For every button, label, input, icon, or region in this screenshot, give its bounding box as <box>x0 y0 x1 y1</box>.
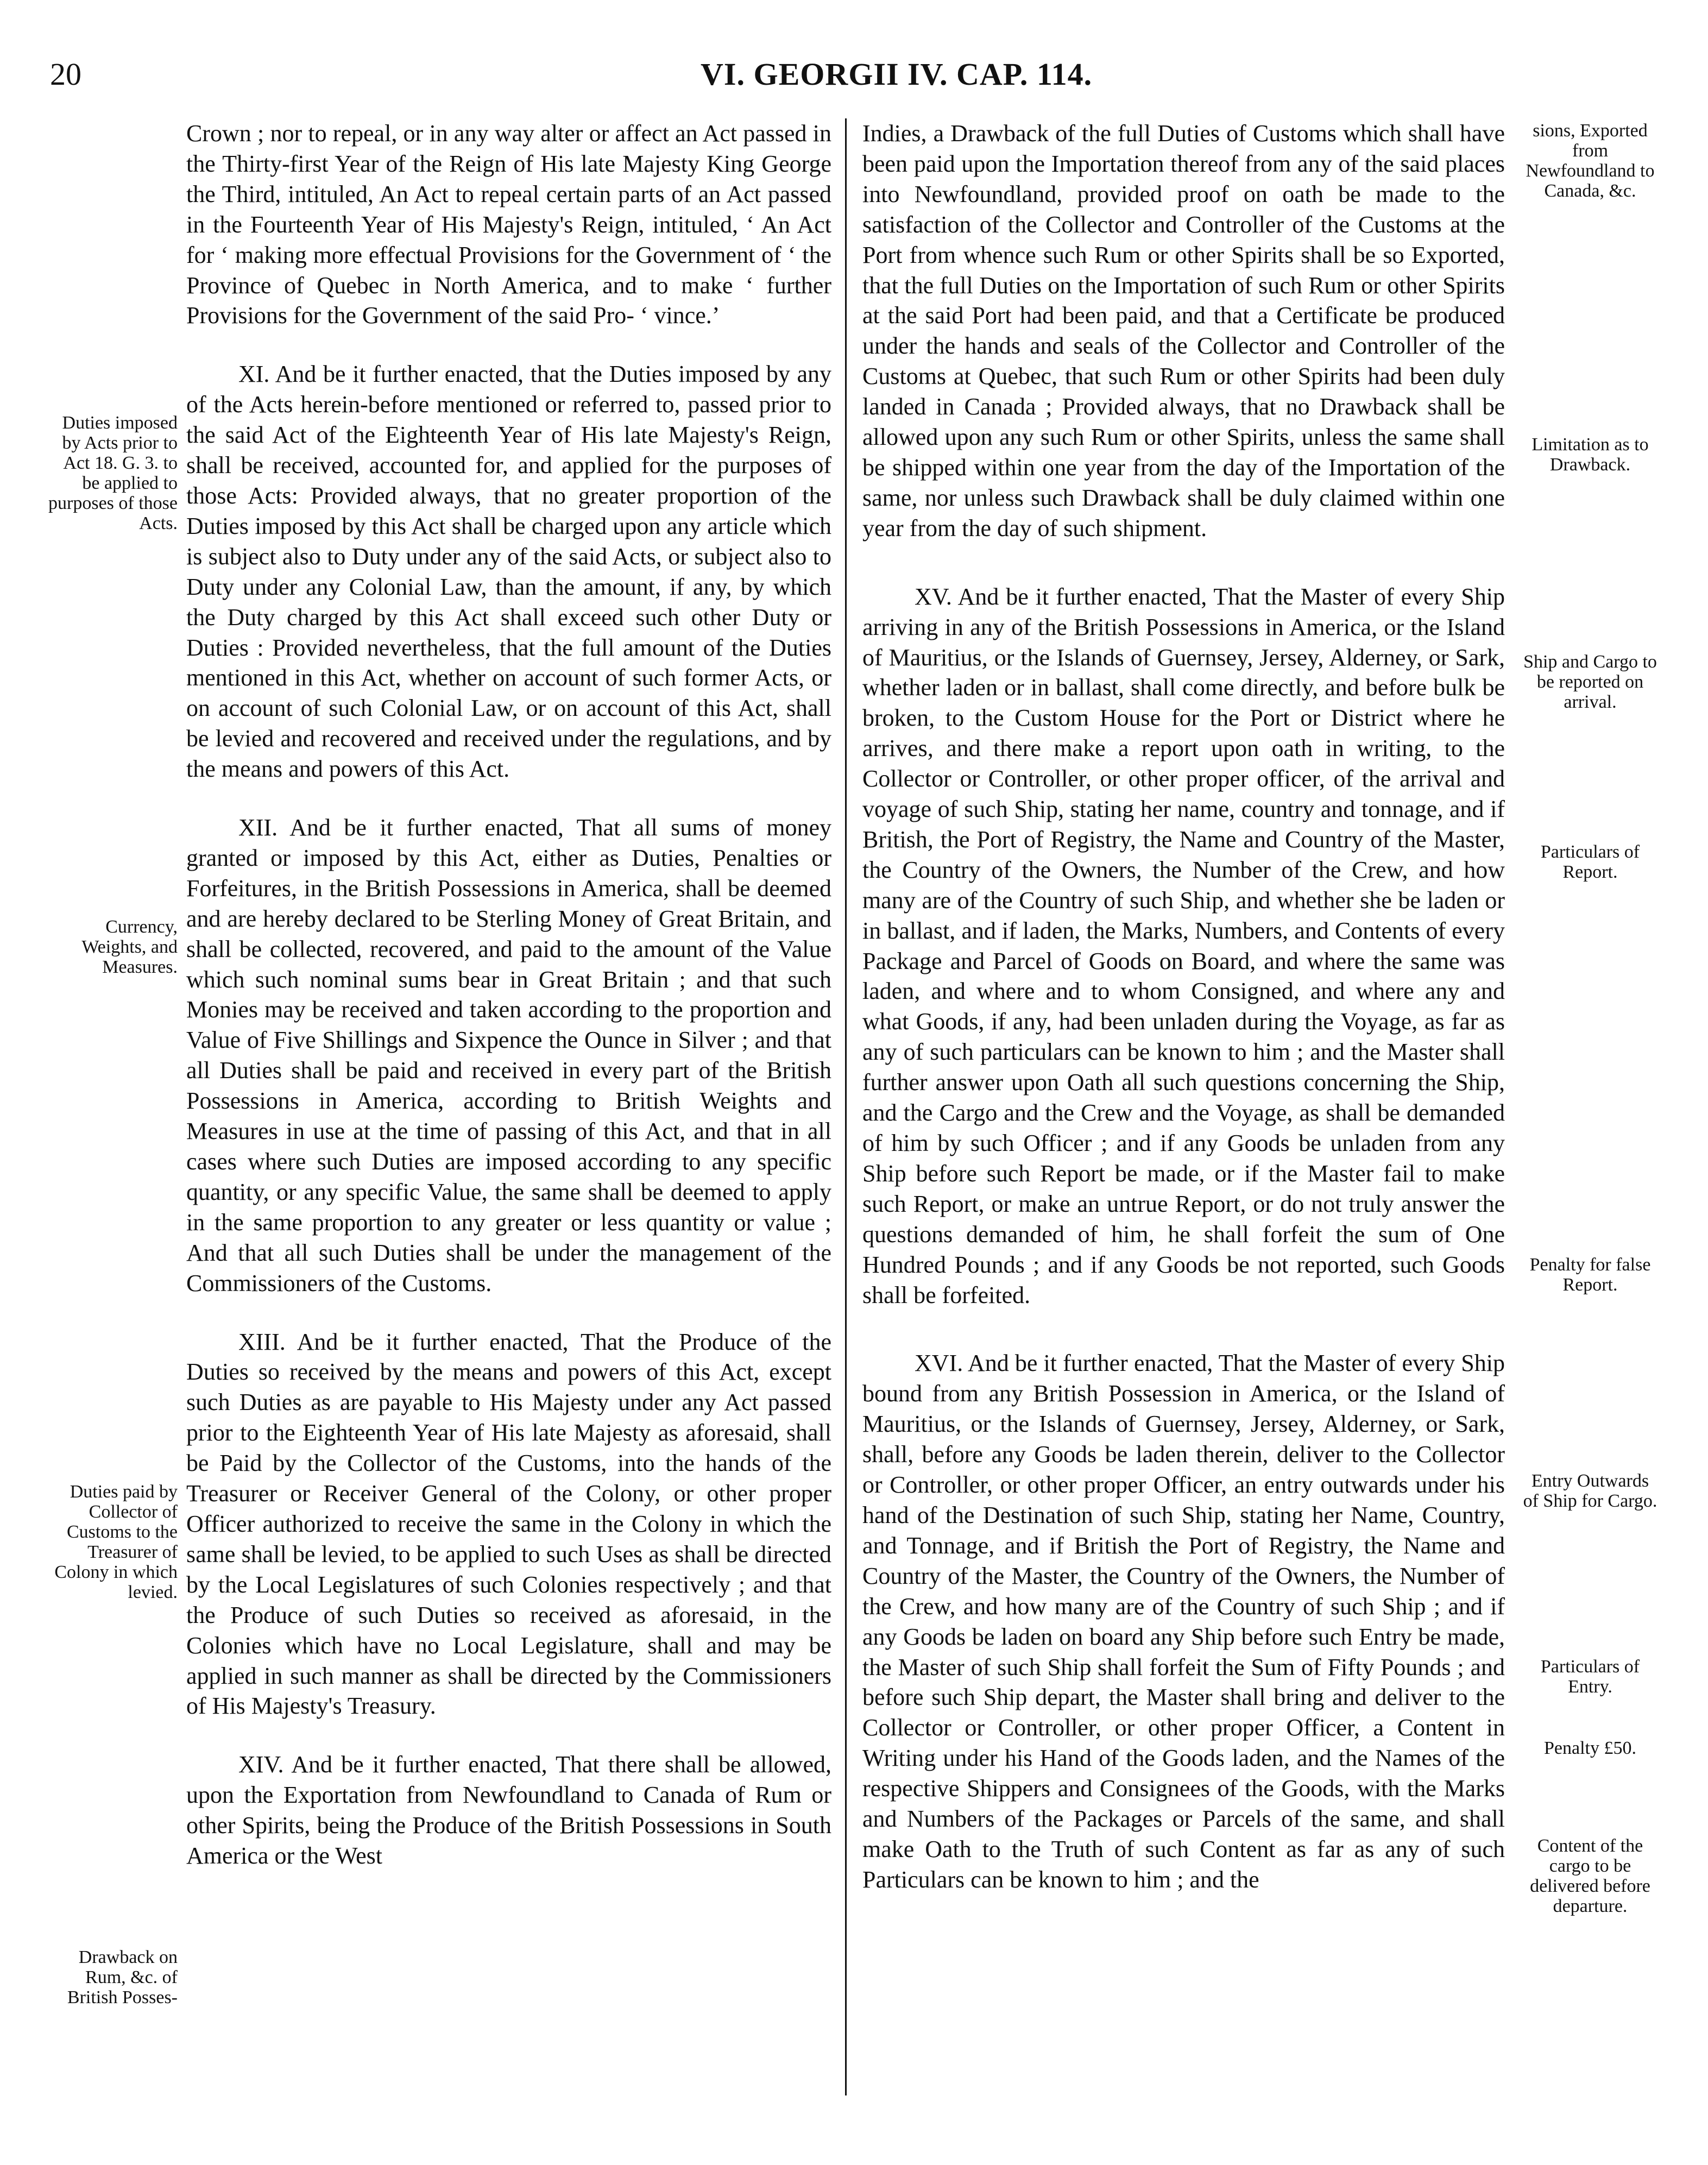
margin-note-currency: Currency, Weights, and Measures. <box>81 917 178 977</box>
section-xiii: XIII. And be it further enacted, That the Produce of the Duties so received by the means and powers of this Act, except such Duties as are payable to His Majesty under any Act passed prior to the Eighteenth Year of His late Majesty as aforesaid, shall be Paid by the Collector of the Customs, into the hands of the Treasurer or Receiver General of the Colony, or other proper Officer authorized to receive the same in the Colony in which the same shall be levied, to be applied to such Uses as shall be directed by the Local Legislatures of such Colonies respectively ; and that the Produce of such Duties so received as aforesaid, in the Colonies which have no Local Legislature, shall and may be applied in such manner as shall be directed by the Commissioners of His Majesty's Treasury. <box>186 1328 831 1720</box>
margin-note-penalty-false-report: Penalty for false Report. <box>1529 1255 1651 1295</box>
paragraph-gap <box>186 784 831 813</box>
margin-note-particulars-report: Particulars of Report. <box>1540 842 1640 882</box>
margin-note-drawback: Drawback on Rum, &c. of British Posses- <box>67 1947 178 2007</box>
section-xv: XV. And be it further enacted, That the Master of every Ship arriving in any of the British Possessions in America, or the Island of Mauritius, or the Islands of Guernsey, Jersey, Alderney, or Sark, whether laden or in ballast, shall come directly, and before bulk be broken, to the Custom House for the Port or District where he arrives, and there make a report upon oath in writing, to the Collector or Controller, or other proper officer, of the arrival and voyage of such Ship, stating her name, country and tonnage, and if British, the Port of Registry, the Name and Country of the Master, the Country of the Owners, the Number of the Crew, and how many are of the Country of such Ship, and whether she be laden or in ballast, and if laden, the Marks, Numbers, and Contents of every Package and Parcel of Goods on Board, and where the same was laden, and where and to whom Consigned, and where any and what Goods, if any, had been unladen during the Voyage, as far as any of such particulars can be known to him ; and the Master shall further answer upon Oath all such questions concerning the Ship, and the Cargo and the Crew and the Voyage, as shall be demanded of him by such Officer ; and if any Goods be unladen from any Ship before such Report be made, or if the Master fail to make such Report, or make an untrue Report, or do not truly answer the questions demanded of him, he shall forfeit the sum of One Hundred Pounds ; and if any Goods be not reported, such Goods shall be forfeited. <box>862 583 1505 1308</box>
margin-note-ship-cargo: Ship and Cargo to be reported on arrival. <box>1523 652 1657 712</box>
section-xi: XI. And be it further enacted, that the Duties imposed by any of the Acts herein-before mentioned or referred to, passed prior to the said Act of the Eighteenth Year of His late Majesty's Reign, shall be received, accounted for, and applied for the purposes of those Acts: Provided always, that no greater proportion of the Duties imposed by this Act shall be charged upon any article which is subject also to Duty under any of the said Acts, or subject also to Duty under any Colonial Law, than the amount, if any, by which the Duty charged by this Act shall exceed such other Duty or Duties : Provided nevertheless, that the full amount of the Duties mentioned in this Act, whether on account of such former Acts, or on account of such Colonial Law, or on account of this Act, shall be levied and recovered and received under the regulations, and by the means and powers of this Act. <box>186 361 831 783</box>
section-xiv: XIV. And be it further enacted, That there shall be allowed, upon the Exportation from Newfoundland to Canada of Rum or other Spirits, being the Produce of the British Possessions in South America or the West <box>186 1751 831 1870</box>
margin-note-penalty-50: Penalty £50. <box>1544 1738 1636 1758</box>
margin-note-duties-paid: Duties paid by Collector of Customs to the Treasurer of Colony in which levied. <box>54 1482 178 1602</box>
paragraph-gap <box>186 1299 831 1327</box>
margin-note-particulars-entry: Particulars of Entry. <box>1540 1657 1640 1697</box>
margin-note-duties-imposed: Duties imposed by Acts prior to Act 18. G. 3. to be applied to purposes of those Acts. <box>48 413 178 533</box>
paragraph-gap <box>862 544 1505 582</box>
paragraph-gap <box>186 1721 831 1749</box>
margin-note-limitation: Limitation as to Drawback. <box>1531 435 1649 475</box>
section-xvi: XVI. And be it further enacted, That the Master of every Ship bound from any British Possession in America, or the Island of Mauritius, or the Islands of Guernsey, Jersey, Alderney, or Sark, shall, before any Goods be laden therein, deliver to the Collector or Controller, or other proper Officer, an entry outwards under his hand of the Destination of such Ship, stating her Name, Country, and Tonnage, and if British the Port of Registry, the Name and Country of the Master, the Country of the Owners, the Number of the Crew, and how many are of the Country of such Ship ; and if any Goods be laden on board any Ship before such Entry be made, the Master of such Ship shall forfeit the Sum of Fifty Pounds ; and before such Ship depart, the Master shall bring and deliver to the Collector or Controller, or other proper Officer, a Content in Writing under his Hand of the Goods laden, and the Names of the respective Shippers and Consignees of the Goods, with the Marks and Numbers of the Packages or Parcels of the same, and shall make Oath to the Truth of such Content as far as any of such Particulars can be known to him ; and the <box>862 1350 1505 1893</box>
right-column <box>862 118 1505 1895</box>
margin-note-entry-outwards: Entry Outwards of Ship for Cargo. <box>1523 1471 1657 1511</box>
paragraph-gap <box>186 331 831 359</box>
page-number: 20 <box>50 56 81 92</box>
column-divider <box>845 118 847 2095</box>
paragraph-gap <box>862 1310 1505 1348</box>
left-column <box>186 118 831 1871</box>
paragraph-continuation: Crown ; nor to repeal, or in any way alter or affect an Act passed in the Thirty-first Year of the Reign of His late Majesty King George the Third, intituled, An Act to repeal certain parts of an Act passed in the Fourteenth Year of His Majesty's Reign, intituled, ‘ An Act for ‘ making more effectual Provisions for the Government of ‘ the Province of Quebec in North America, and to make ‘ further Provisions for the Government of the said Pro- ‘ vince.’ <box>186 120 831 329</box>
section-xii: XII. And be it further enacted, That all sums of money granted or imposed by this Act, either as Duties, Penalties or Forfeitures, in the British Possessions in America, shall be deemed and are hereby declared to be Sterling Money of Great Britain, and shall be collected, recovered, and paid to the amount of the Value which such nominal sums bear in Great Britain ; and that such Monies may be received and taken according to the proportion and Value of Five Shillings and Sixpence the Ounce in Silver ; and that all Duties shall be paid and received in every part of the British Possessions in America, according to British Weights and Measures in use at the time of passing of this Act, and that in all cases where such Duties are imposed according to any specific quantity, or any specific Value, the same shall be deemed to apply in the same proportion to any greater or less quantity or value ; And that all such Duties shall be under the management of the Commissioners of the Customs. <box>186 814 831 1297</box>
running-head: VI. GEORGII IV. CAP. 114. <box>701 56 1093 92</box>
margin-note-exported: sions, Exported from Newfoundland to Canada, &c. <box>1526 121 1655 201</box>
section-xiv-continued: Indies, a Drawback of the full Duties of Customs which shall have been paid upon the Importation thereof from any of the said places into Newfoundland, provided proof on oath be made to the satisfaction of the Collector and Controller of the Customs at the Port from whence such Rum or other Spirits shall be so Exported, that the full Duties on the Importation of such Rum or other Spirits at the said Port had been paid, and that a Certificate be produced under the hands and seals of the Collector and Controller of the Customs at Quebec, that such Rum or other Spirits had been duly landed in Canada ; Provided always, that no Drawback shall be allowed upon any such Rum or other Spirits, unless the same shall be shipped within one year from the day of the Importation of the same, nor unless such Drawback shall be duly claimed within one year from the day of such shipment. <box>862 120 1505 542</box>
margin-note-content-cargo: Content of the cargo to be delivered before departure. <box>1530 1836 1650 1916</box>
